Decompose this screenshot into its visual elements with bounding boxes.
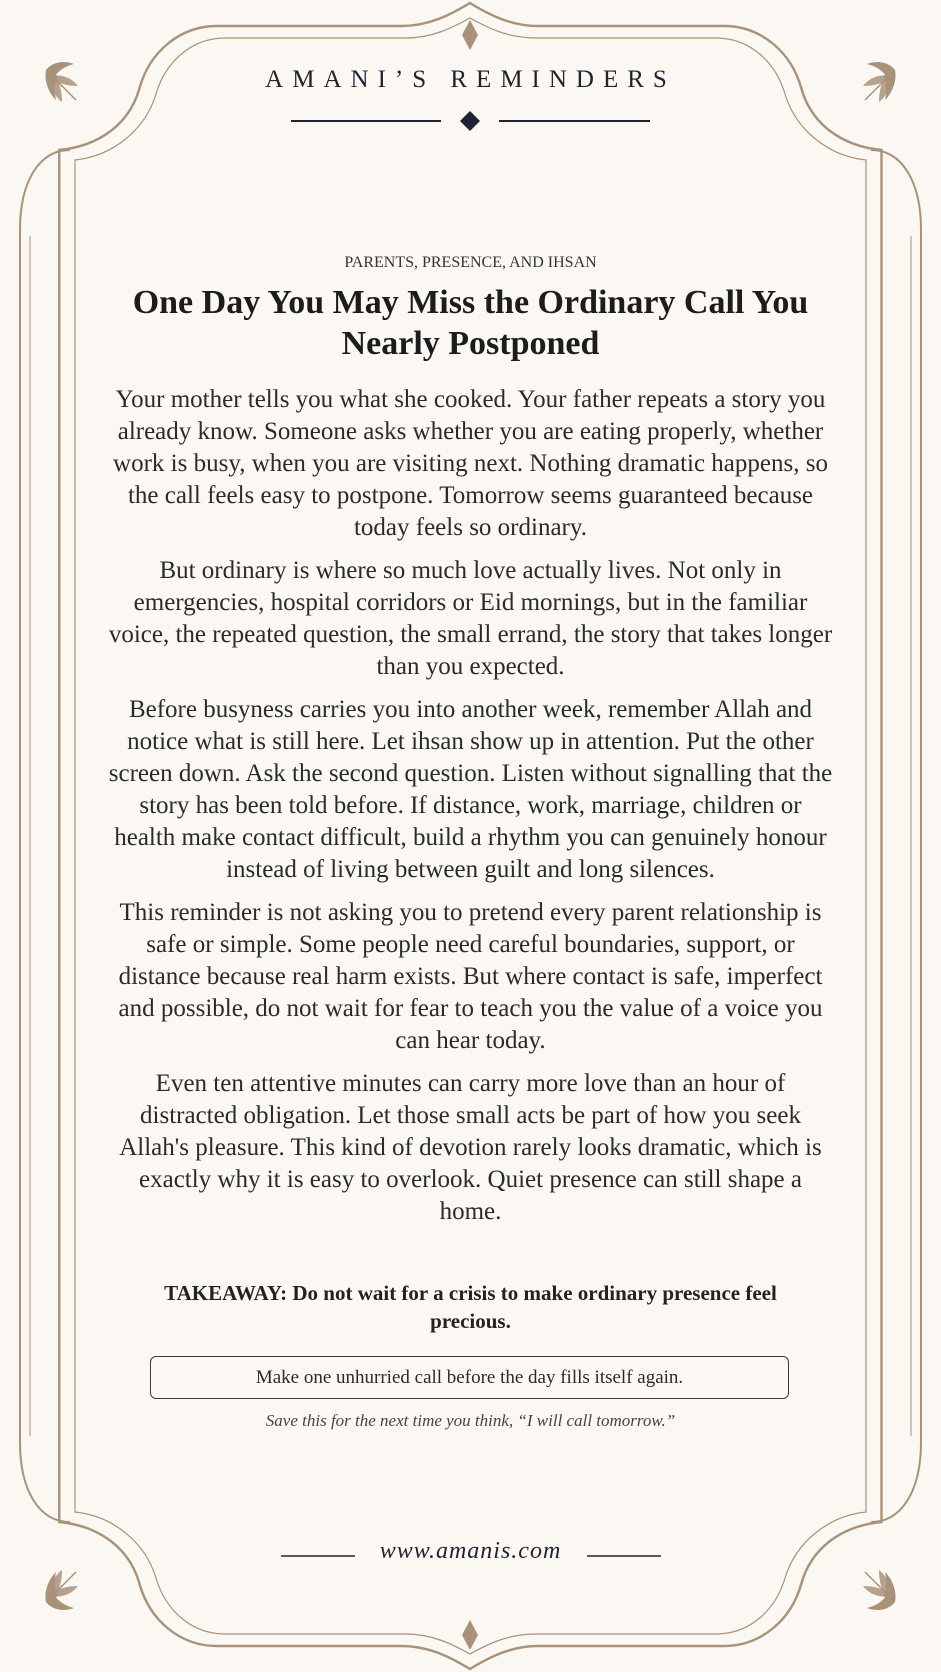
website-link[interactable]: www.amanis.com bbox=[379, 1538, 562, 1564]
diamond-divider-icon bbox=[460, 111, 480, 131]
takeaway: TAKEAWAY: Do not wait for a crisis to make ordinary presence feel precious. bbox=[164, 1281, 777, 1333]
brand-name: AMANI’S REMINDERS bbox=[265, 66, 676, 93]
action-text: Make one unhurried call before the day fills itself again. bbox=[255, 1366, 684, 1388]
diamond-ornament-icon bbox=[462, 20, 478, 50]
article-eyebrow: PARENTS, PRESENCE, AND IHSAN bbox=[344, 254, 597, 271]
paragraph: This reminder is not asking you to pretend every parent relationship is safe or simple. Some people need careful boundaries, support, or distance because real harm exists. But where contact is safe, imperfect and possible, do not wait for fear to teach you the value of a voice you can hear today. bbox=[118, 899, 823, 1054]
paragraph: Before busyness carries you into another week, remember Allah and notice what is still here. Let ihsan show up in attention. Put the other screen down. Ask the second question. Listen without signalling that the story has been told before. If distance, work, marriage, children or health make contact difficult, build a rhythm you can genuinely honour instead of living between guilt and long silences. bbox=[108, 696, 833, 883]
article-title: One Day You May Miss the Ordinary Call You Nearly Postponed bbox=[132, 284, 809, 362]
leaf-flourish-icon bbox=[45, 1570, 78, 1610]
diamond-ornament-icon bbox=[462, 1620, 478, 1650]
action-box bbox=[150, 1356, 789, 1399]
article-body bbox=[108, 384, 833, 1239]
save-note: Save this for the next time you think, “I will call tomorrow.” bbox=[265, 1411, 676, 1430]
leaf-flourish-icon bbox=[863, 1570, 896, 1610]
paragraph: But ordinary is where so much love actually lives. Not only in emergencies, hospital corridors or Eid mornings, but in the familiar voice, the repeated question, the small errand, the story that takes longer than you expected. bbox=[108, 557, 833, 680]
paragraph: Your mother tells you what she cooked. Your father repeats a story you already know. Someone asks whether you are eating properly, whether work is busy, when you are visiting next. Nothing dramatic happens, so the call feels easy to postpone. Tomorrow seems guaranteed because today feels so ordinary. bbox=[113, 386, 828, 541]
paragraph: Even ten attentive minutes can carry more love than an hour of distracted obligation. Let those small acts be part of how you seek Allah's pleasure. This kind of devotion rarely looks dramatic, which is exactly why it is easy to overlook. Quiet presence can still shape a home. bbox=[119, 1070, 822, 1225]
